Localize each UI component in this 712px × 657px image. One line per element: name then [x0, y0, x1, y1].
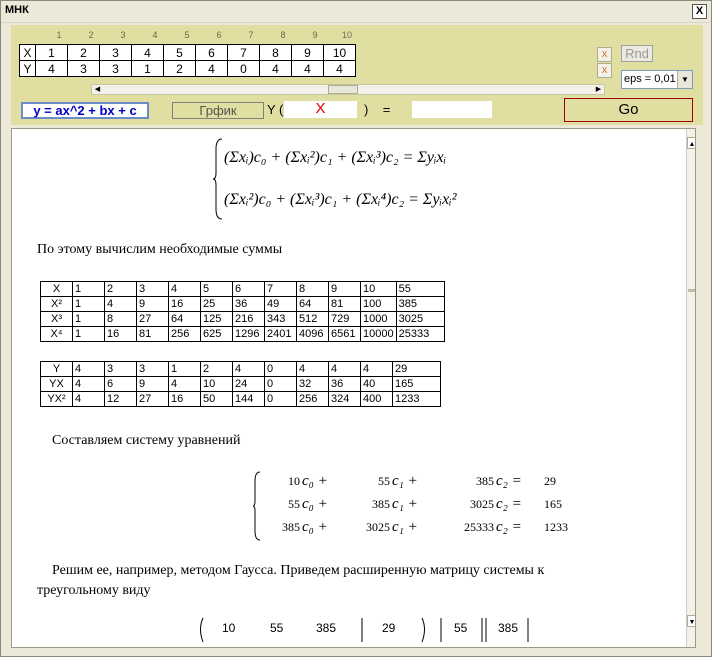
go-button[interactable]: Go — [564, 98, 693, 122]
table-cell: 165 — [393, 377, 441, 392]
x-row — [20, 45, 356, 61]
x-sums-table — [40, 281, 445, 342]
system-coefficient: 25333 — [464, 520, 494, 534]
system-coefficient: 55 — [378, 474, 390, 488]
table-cell: 64 — [297, 297, 329, 312]
y-suffix-label — [364, 102, 390, 117]
table-row — [41, 362, 441, 377]
table-cell: 4 — [169, 282, 201, 297]
y-row — [20, 61, 356, 77]
row-header: X — [41, 282, 73, 297]
table-cell: 385 — [396, 297, 444, 312]
table-row — [41, 377, 441, 392]
table-cell: 1 — [73, 297, 105, 312]
system-intro-text: Составляем систему уравнений — [52, 433, 241, 448]
system-rhs: 29 — [544, 474, 556, 488]
table-cell: 36 — [329, 377, 361, 392]
table-cell: 400 — [361, 392, 393, 407]
col-number: 3 — [120, 30, 126, 40]
y-prefix-label: Y ( — [267, 102, 284, 117]
col-number: 7 — [248, 30, 254, 40]
row-header: YX² — [41, 392, 73, 407]
table-cell: 4 — [73, 362, 105, 377]
table-cell: 49 — [265, 297, 297, 312]
table-cell: 10 — [361, 282, 397, 297]
table-cell: 29 — [393, 362, 441, 377]
random-button[interactable]: Rnd — [621, 45, 653, 62]
table-cell: 625 — [201, 327, 233, 342]
table-cell: 256 — [169, 327, 201, 342]
table-row — [41, 327, 445, 342]
table-cell: 24 — [233, 377, 265, 392]
x-cell[interactable]: 7 — [228, 45, 260, 61]
matrix-cell: 10 — [222, 621, 236, 635]
col-number: 1 — [56, 30, 62, 40]
y-cell[interactable]: 1 — [132, 61, 164, 77]
system-row — [266, 494, 578, 515]
table-cell: 25333 — [396, 327, 444, 342]
gauss-text-line-2: треугольному виду — [37, 583, 151, 598]
matrix-cell: 55 — [270, 621, 284, 635]
clear-y-button[interactable]: x — [597, 63, 612, 78]
col-number: 10 — [341, 30, 352, 40]
y-cell[interactable]: 3 — [100, 61, 132, 77]
chevron-down-icon[interactable]: ▼ — [677, 71, 692, 88]
graph-button[interactable]: Грфик — [172, 102, 264, 119]
table-cell: 32 — [297, 377, 329, 392]
scroll-mark — [688, 289, 696, 292]
equation-line-2: (Σxᵢ²)c₀ + (Σxᵢ³)c₁ + (Σxᵢ⁴)c₂ = Σyᵢxᵢ² — [224, 191, 457, 208]
system-rhs: 165 — [544, 497, 562, 511]
close-button[interactable]: X — [692, 4, 707, 19]
gauss-text-line-1: Решим ее, например, методом Гаусса. Приведем расширенную матрицу системы к — [52, 563, 545, 578]
y-row-header: Y — [20, 61, 36, 77]
system-term: c₂ = — [496, 473, 522, 489]
system-coefficient: 3025 — [470, 497, 494, 511]
matrix-cell: 29 — [382, 621, 396, 635]
table-cell: 9 — [137, 377, 169, 392]
eps-select[interactable] — [621, 70, 693, 89]
col-number: 6 — [216, 30, 222, 40]
system-coefficient: 10 — [288, 474, 300, 488]
table-cell: 0 — [265, 377, 297, 392]
row-header: YX — [41, 377, 73, 392]
table-cell: 2 — [105, 282, 137, 297]
y-cell[interactable]: 3 — [68, 61, 100, 77]
y-cell[interactable]: 4 — [292, 61, 324, 77]
table-cell: 55 — [396, 282, 444, 297]
table-cell: 27 — [137, 392, 169, 407]
y-cell[interactable]: 4 — [324, 61, 356, 77]
table-cell: 9 — [137, 297, 169, 312]
system-term: c₀ + — [302, 496, 328, 512]
table-row — [41, 282, 445, 297]
equation-system — [264, 469, 580, 540]
table-cell: 81 — [137, 327, 169, 342]
table-cell: 3 — [137, 282, 169, 297]
y-result-field[interactable] — [412, 101, 492, 118]
scroll-down-icon[interactable]: ▼ — [687, 615, 696, 627]
x-cell[interactable]: 9 — [292, 45, 324, 61]
table-cell: 144 — [233, 392, 265, 407]
scroll-up-icon[interactable]: ▲ — [687, 137, 696, 149]
system-coefficient: 385 — [372, 497, 390, 511]
table-cell: 324 — [329, 392, 361, 407]
paren-close: ) — [364, 102, 369, 117]
system-term: c₁ + — [392, 496, 418, 512]
table-cell: 9 — [329, 282, 361, 297]
table-cell: 125 — [201, 312, 233, 327]
table-cell: 12 — [105, 392, 137, 407]
system-term: c₁ + — [392, 519, 418, 535]
table-cell: 4 — [105, 297, 137, 312]
eps-value: eps = 0,01 — [624, 73, 676, 85]
system-rhs: 1233 — [544, 520, 568, 534]
system-row — [266, 471, 578, 492]
table-cell: 3 — [137, 362, 169, 377]
system-row — [266, 517, 578, 538]
x-cell[interactable]: 3 — [100, 45, 132, 61]
data-grid — [19, 44, 356, 77]
y-sums-table — [40, 361, 441, 407]
table-cell: 2 — [201, 362, 233, 377]
system-coefficient: 3025 — [366, 520, 390, 534]
matrix-cell: 385 — [316, 621, 337, 635]
grid-horizontal-scrollbar[interactable] — [91, 84, 605, 95]
x-cell[interactable]: 2 — [68, 45, 100, 61]
table-cell: 1 — [73, 327, 105, 342]
table-cell: 4 — [73, 377, 105, 392]
equation-brace — [212, 137, 224, 221]
table-cell: 6 — [233, 282, 265, 297]
system-term: c₂ = — [496, 496, 522, 512]
table-cell: 4096 — [297, 327, 329, 342]
system-coefficient: 385 — [476, 474, 494, 488]
table-cell: 36 — [233, 297, 265, 312]
table-cell: 81 — [329, 297, 361, 312]
x-row-header: X — [20, 45, 36, 61]
title-bar — [1, 1, 711, 23]
table-cell: 4 — [329, 362, 361, 377]
y-argument-input[interactable]: X — [284, 101, 357, 118]
table-cell: 4 — [233, 362, 265, 377]
x-cell[interactable]: 5 — [164, 45, 196, 61]
y-cell[interactable]: 2 — [164, 61, 196, 77]
table-cell: 5 — [201, 282, 233, 297]
x-cell[interactable]: 6 — [196, 45, 228, 61]
table-row — [41, 392, 441, 407]
matrix-cell: 55 — [454, 621, 468, 635]
table-cell: 10000 — [361, 327, 397, 342]
table-cell: 0 — [265, 362, 297, 377]
solution-document[interactable] — [11, 128, 696, 648]
equals-sign: = — [382, 102, 391, 117]
col-number: 5 — [184, 30, 190, 40]
col-number: 8 — [280, 30, 286, 40]
system-term: c₀ + — [302, 473, 328, 489]
row-header: X³ — [41, 312, 73, 327]
matrix-cell: 385 — [498, 621, 519, 635]
system-coefficient: 385 — [282, 520, 300, 534]
table-cell: 50 — [201, 392, 233, 407]
table-cell: 4 — [169, 377, 201, 392]
table-cell: 27 — [137, 312, 169, 327]
y-cell[interactable]: 4 — [196, 61, 228, 77]
sums-intro-text: По этому вычислим необходимые суммы — [37, 242, 283, 257]
table-cell: 25 — [201, 297, 233, 312]
system-coefficient: 55 — [288, 497, 300, 511]
table-cell: 8 — [105, 312, 137, 327]
x-cell[interactable]: 10 — [324, 45, 356, 61]
window-title: МНК — [5, 4, 29, 16]
table-cell: 1296 — [233, 327, 265, 342]
table-cell: 16 — [169, 392, 201, 407]
y-cell[interactable]: 4 — [260, 61, 292, 77]
clear-x-button[interactable]: x — [597, 47, 612, 62]
system-term: c₁ + — [392, 473, 418, 489]
x-cell[interactable]: 1 — [36, 45, 68, 61]
table-row — [41, 297, 445, 312]
table-cell: 6 — [105, 377, 137, 392]
system-term: c₀ + — [302, 519, 328, 535]
table-cell: 16 — [105, 327, 137, 342]
table-cell: 8 — [297, 282, 329, 297]
table-cell: 3 — [105, 362, 137, 377]
table-cell: 4 — [361, 362, 393, 377]
augmented-matrix — [196, 621, 556, 645]
table-cell: 7 — [265, 282, 297, 297]
table-cell: 1 — [169, 362, 201, 377]
table-cell: 1 — [73, 312, 105, 327]
table-cell: 40 — [361, 377, 393, 392]
table-cell: 4 — [73, 392, 105, 407]
scroll-thumb[interactable] — [328, 85, 358, 94]
table-cell: 729 — [329, 312, 361, 327]
scroll-left-icon[interactable]: ◀ — [94, 86, 101, 93]
col-number: 2 — [88, 30, 94, 40]
formula-label[interactable]: y = ax^2 + bx + c — [21, 102, 149, 119]
col-number: 4 — [152, 30, 158, 40]
table-cell: 1000 — [361, 312, 397, 327]
row-header: X² — [41, 297, 73, 312]
table-cell: 343 — [265, 312, 297, 327]
scroll-right-icon[interactable]: ▶ — [595, 86, 602, 93]
y-cell[interactable]: 4 — [36, 61, 68, 77]
row-header: Y — [41, 362, 73, 377]
document-vertical-scrollbar[interactable] — [686, 129, 696, 647]
table-cell: 10 — [201, 377, 233, 392]
table-cell: 216 — [233, 312, 265, 327]
table-cell: 512 — [297, 312, 329, 327]
table-cell: 256 — [297, 392, 329, 407]
table-row — [41, 312, 445, 327]
table-cell: 1233 — [393, 392, 441, 407]
table-cell: 2401 — [265, 327, 297, 342]
system-brace — [252, 471, 262, 541]
x-cell[interactable]: 8 — [260, 45, 292, 61]
row-header: X⁴ — [41, 327, 73, 342]
table-cell: 0 — [265, 392, 297, 407]
input-panel — [11, 25, 703, 125]
system-term: c₂ = — [496, 519, 522, 535]
x-cell[interactable]: 4 — [132, 45, 164, 61]
table-cell: 16 — [169, 297, 201, 312]
col-number: 9 — [312, 30, 318, 40]
table-cell: 1 — [73, 282, 105, 297]
table-cell: 6561 — [329, 327, 361, 342]
y-cell[interactable]: 0 — [228, 61, 260, 77]
table-cell: 3025 — [396, 312, 444, 327]
table-cell: 100 — [361, 297, 397, 312]
equation-line-1: (Σxᵢ)c₀ + (Σxᵢ²)c₁ + (Σxᵢ³)c₂ = Σyᵢxᵢ — [224, 149, 447, 166]
table-cell: 4 — [297, 362, 329, 377]
table-cell: 64 — [169, 312, 201, 327]
